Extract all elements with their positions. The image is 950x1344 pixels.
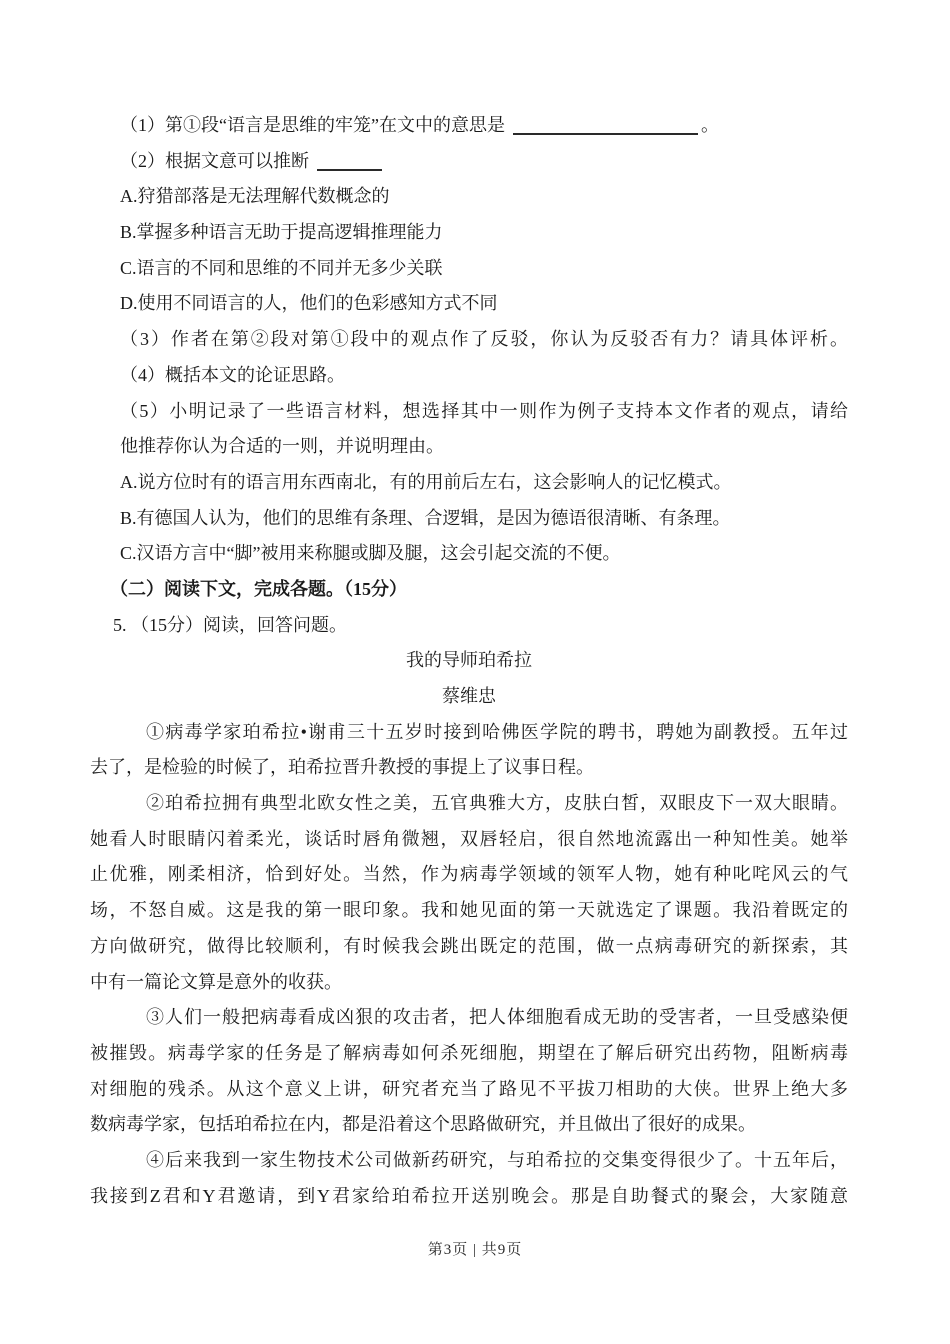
q2-option-d: D.使用不同语言的人，他们的色彩感知方式不同 — [120, 293, 498, 314]
essay-line: 方向做研究，做得比较顺利，有时候我会跳出既定的范围，做一点病毒研究的新探索，其 — [90, 935, 848, 956]
q2-option-b: B.掌握多种语言无助于提高逻辑推理能力 — [120, 222, 443, 243]
page-footer: 第3页 | 共9页 — [427, 1242, 523, 1258]
answer-blank-1 — [513, 117, 698, 135]
sub-question-5-line2: 他推荐你认为合适的一则，并说明理由。 — [120, 436, 444, 457]
essay-title: 我的导师珀希拉 — [406, 650, 532, 671]
sub-question-1 — [90, 108, 848, 144]
essay-line: 数病毒学家，包括珀希拉在内，都是沿着这个思路做研究，并且做出了很好的成果。 — [90, 1114, 756, 1135]
sub-question-5-line1: （5）小明记录了一些语言材料，想选择其中一则作为例子支持本文作者的观点，请给 — [120, 400, 848, 421]
essay-line: ①病毒学家珀希拉•谢甫三十五岁时接到哈佛医学院的聘书，聘她为副教授。五年过 — [146, 721, 848, 742]
essay-line: 对细胞的残杀。从这个意义上讲，研究者充当了路见不平拔刀相助的大侠。世界上绝大多 — [90, 1078, 848, 1099]
sub-question-4: （4）概括本文的论证思路。 — [120, 364, 345, 385]
sub-question-3: （3）作者在第②段对第①段中的观点作了反驳，你认为反驳否有力？请具体评析。 — [120, 329, 848, 350]
question-5-intro: 5. （15分）阅读，回答问题。 — [113, 614, 347, 635]
essay-line: 止优雅，刚柔相济，恰到好处。当然，作为病毒学领域的领军人物，她有种叱咤风云的气 — [90, 864, 848, 885]
essay-author: 蔡维忠 — [442, 686, 496, 706]
essay-line: 被摧毁。病毒学家的任务是了解病毒如何杀死细胞，期望在了解后研究出药物，阻断病毒 — [90, 1042, 848, 1063]
q5-material-c: C.汉语方言中“脚”被用来称腿或脚及腿，这会引起交流的不便。 — [120, 543, 621, 564]
sub-question-2 — [90, 144, 848, 180]
q2-option-c: C.语言的不同和思维的不同并无多少关联 — [120, 257, 443, 278]
sub-question-1-suffix: 。 — [700, 115, 719, 135]
essay-line: 场，不怒自威。这是我的第一眼印象。我和她见面的第一天就选定了课题。我沿着既定的 — [90, 900, 848, 921]
essay-line: ②珀希拉拥有典型北欧女性之美，五官典雅大方，皮肤白皙，双眼皮下一双大眼睛。 — [146, 793, 848, 814]
answer-blank-2 — [317, 153, 382, 171]
q5-material-a: A.说方位时有的语言用东西南北，有的用前后左右，这会影响人的记忆模式。 — [120, 471, 732, 492]
sub-question-1-text: （1）第①段“语言是思维的牢笼”在文中的意思是 — [120, 115, 505, 135]
essay-line: 中有一篇论文算是意外的收获。 — [90, 971, 342, 992]
section-heading: （二）阅读下文，完成各题。（15分） — [110, 578, 407, 599]
page-content — [90, 108, 848, 1214]
q5-material-b: B.有德国人认为，他们的思维有条理、合逻辑，是因为德语很清晰、有条理。 — [120, 507, 731, 528]
essay-line: 去了，是检验的时候了，珀希拉晋升教授的事提上了议事日程。 — [90, 757, 594, 778]
essay-line: 她看人时眼睛闪着柔光，谈话时唇角微翘，双唇轻启，很自然地流露出一种知性美。她举 — [90, 828, 848, 849]
essay-line: ③人们一般把病毒看成凶狠的攻击者，把人体细胞看成无助的受害者，一旦受感染便 — [146, 1007, 848, 1028]
q2-option-a: A.狩猎部落是无法理解代数概念的 — [120, 186, 390, 207]
sub-question-2-text: （2）根据文意可以推断 — [120, 150, 309, 171]
essay-line: 我接到Z君和Y君邀请，到Y君家给珀希拉开送别晚会。那是自助餐式的聚会，大家随意 — [90, 1185, 848, 1206]
essay-line: ④后来我到一家生物技术公司做新药研究，与珀希拉的交集变得很少了。十五年后， — [146, 1149, 848, 1170]
